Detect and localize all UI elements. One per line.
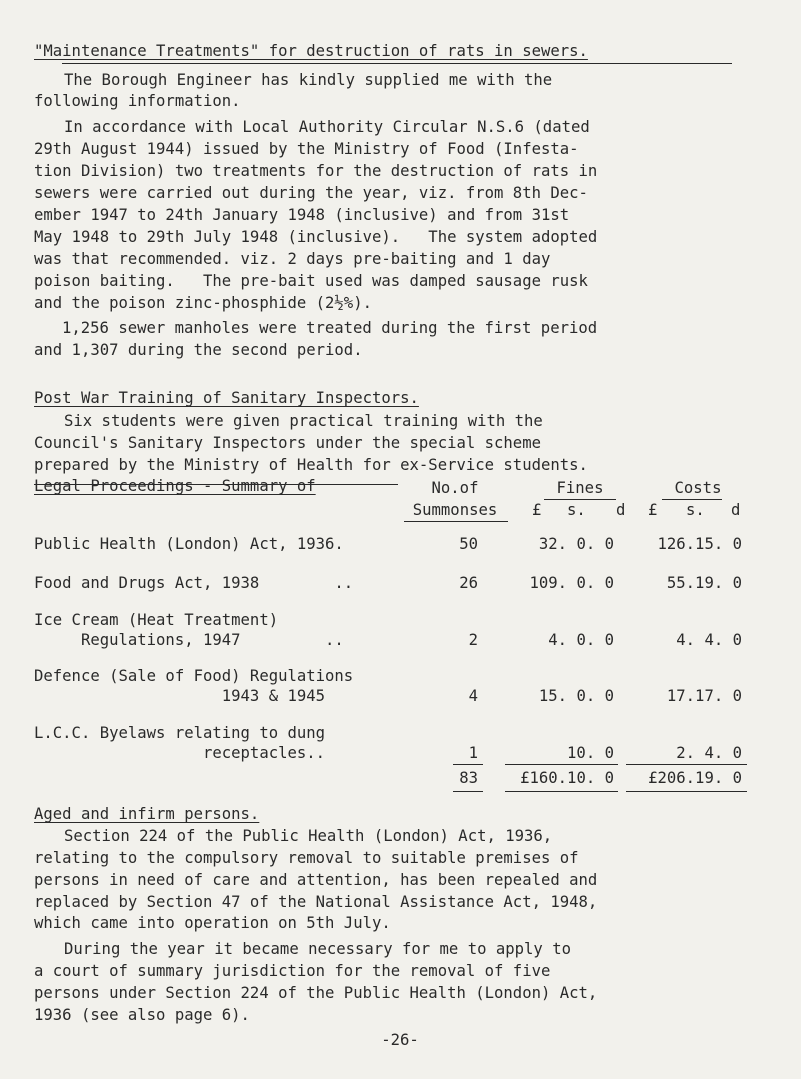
summonses-double-rule [453, 791, 483, 792]
aged-para-2-line-4: 1936 (see also page 6). [34, 1006, 250, 1024]
costs-total-rule [626, 764, 747, 765]
row-2-label: Food and Drugs Act, 1938 .. [34, 574, 354, 592]
rats-para-2-line-9: and the poison zinc-phosphide (2½%). [34, 294, 372, 312]
costs-unit-pence: d [731, 501, 741, 519]
row-1-fines: 32. 0. 0 [538, 535, 614, 553]
aged-para-2-line-3: persons under Section 224 of the Public Health (London) Act, [34, 984, 598, 1002]
aged-para-1-line-4: replaced by Section 47 of the National Assistance Act, 1948, [34, 893, 598, 911]
costs-double-rule [626, 791, 747, 792]
row-2-costs: 55.19. 0 [666, 574, 742, 592]
total-fines: £160.10. 0 [520, 769, 614, 787]
row-2-fines: 109. 0. 0 [529, 574, 614, 592]
costs-unit-pounds: £ [648, 501, 658, 519]
row-3-fines: 4. 0. 0 [548, 631, 614, 649]
fines-unit-pence: d [616, 501, 626, 519]
training-para-line-1: Six students were given practical training with the [64, 412, 543, 430]
summonses-header-line-2: Summonses [412, 501, 498, 519]
total-costs: £206.19. 0 [648, 769, 742, 787]
row-2-summonses: 26 [459, 574, 478, 592]
rats-para-2-line-6: May 1948 to 29th July 1948 (inclusive). The system adopted [34, 228, 598, 246]
aged-para-1-line-1: Section 224 of the Public Health (London) Act, 1936, [64, 827, 553, 845]
row-5-label-line-1: L.C.C. Byelaws relating to dung [34, 724, 326, 742]
row-3-label-line-1: Ice Cream (Heat Treatment) [34, 611, 279, 629]
fines-header: Fines [556, 479, 604, 497]
rats-para-1-line-1: The Borough Engineer has kindly supplied me with the [64, 71, 553, 89]
fines-unit-shillings: s. [567, 501, 586, 519]
row-4-label-line-1: Defence (Sale of Food) Regulations [34, 667, 354, 685]
costs-header: Costs [674, 479, 722, 497]
training-heading: Post War Training of Sanitary Inspectors. [34, 389, 419, 407]
row-4-costs: 17.17. 0 [666, 687, 742, 705]
costs-unit-shillings: s. [686, 501, 705, 519]
row-3-label-line-2: Regulations, 1947 .. [34, 631, 344, 649]
row-4-fines: 15. 0. 0 [538, 687, 614, 705]
aged-heading: Aged and infirm persons. [34, 805, 260, 823]
rats-para-2-line-2: 29th August 1944) issued by the Ministry of Food (Infesta- [34, 140, 579, 158]
rats-para-3-line-2: and 1,307 during the second period. [34, 341, 363, 359]
row-3-costs: 4. 4. 0 [676, 631, 742, 649]
training-para-line-3: prepared by the Ministry of Health for ex-Service students. [34, 456, 588, 474]
row-1-costs: 126.15. 0 [657, 535, 742, 553]
rats-para-1-line-2: following information. [34, 92, 241, 110]
aged-para-2-line-1: During the year it became necessary for me to apply to [64, 940, 571, 958]
aged-para-1-line-3: persons in need of care and attention, has been repealed and [34, 871, 598, 889]
training-para-line-2: Council's Sanitary Inspectors under the special scheme [34, 434, 541, 452]
rats-para-2-line-7: was that recommended. viz. 2 days pre-baiting and 1 day [34, 250, 551, 268]
row-5-summonses: 1 [468, 744, 478, 762]
row-1-label: Public Health (London) Act, 1936. [34, 535, 344, 553]
heading-underline-rule [62, 63, 732, 64]
row-1-summonses: 50 [459, 535, 478, 553]
rats-para-2-line-4: sewers were carried out during the year, viz. from 8th Dec- [34, 184, 588, 202]
legal-heading-rule [34, 484, 398, 485]
aged-para-2-line-2: a court of summary jurisdiction for the removal of five [34, 962, 551, 980]
row-5-costs: 2. 4. 0 [676, 744, 742, 762]
rats-para-2-line-3: tion Division) two treatments for the destruction of rats in [34, 162, 598, 180]
total-summonses: 83 [459, 769, 478, 787]
summonses-header-line-1: No.of [431, 479, 479, 497]
legal-heading: Legal Proceedings - Summary of [34, 477, 316, 495]
fines-total-rule [505, 764, 618, 765]
row-3-summonses: 2 [468, 631, 478, 649]
fines-unit-pounds: £ [532, 501, 542, 519]
summonses-header-rule [404, 521, 508, 522]
row-5-label-line-2: receptacles.. [34, 744, 326, 762]
page-number: -26- [381, 1031, 419, 1049]
row-4-summonses: 4 [468, 687, 478, 705]
row-5-fines: 10. 0 [567, 744, 614, 762]
rats-para-2-line-1: In accordance with Local Authority Circular N.S.6 (dated [64, 118, 590, 136]
rats-heading: "Maintenance Treatments" for destruction of rats in sewers. [34, 42, 588, 60]
summonses-total-rule [453, 764, 483, 765]
rats-para-3-line-1: 1,256 sewer manholes were treated during the first period [62, 319, 598, 337]
aged-para-1-line-2: relating to the compulsory removal to suitable premises of [34, 849, 579, 867]
rats-para-2-line-8: poison baiting. The pre-bait used was damped sausage rusk [34, 272, 588, 290]
fines-double-rule [505, 791, 618, 792]
row-4-label-line-2: 1943 & 1945 [34, 687, 326, 705]
rats-para-2-line-5: ember 1947 to 24th January 1948 (inclusive) and from 31st [34, 206, 570, 224]
aged-para-1-line-5: which came into operation on 5th July. [34, 914, 391, 932]
